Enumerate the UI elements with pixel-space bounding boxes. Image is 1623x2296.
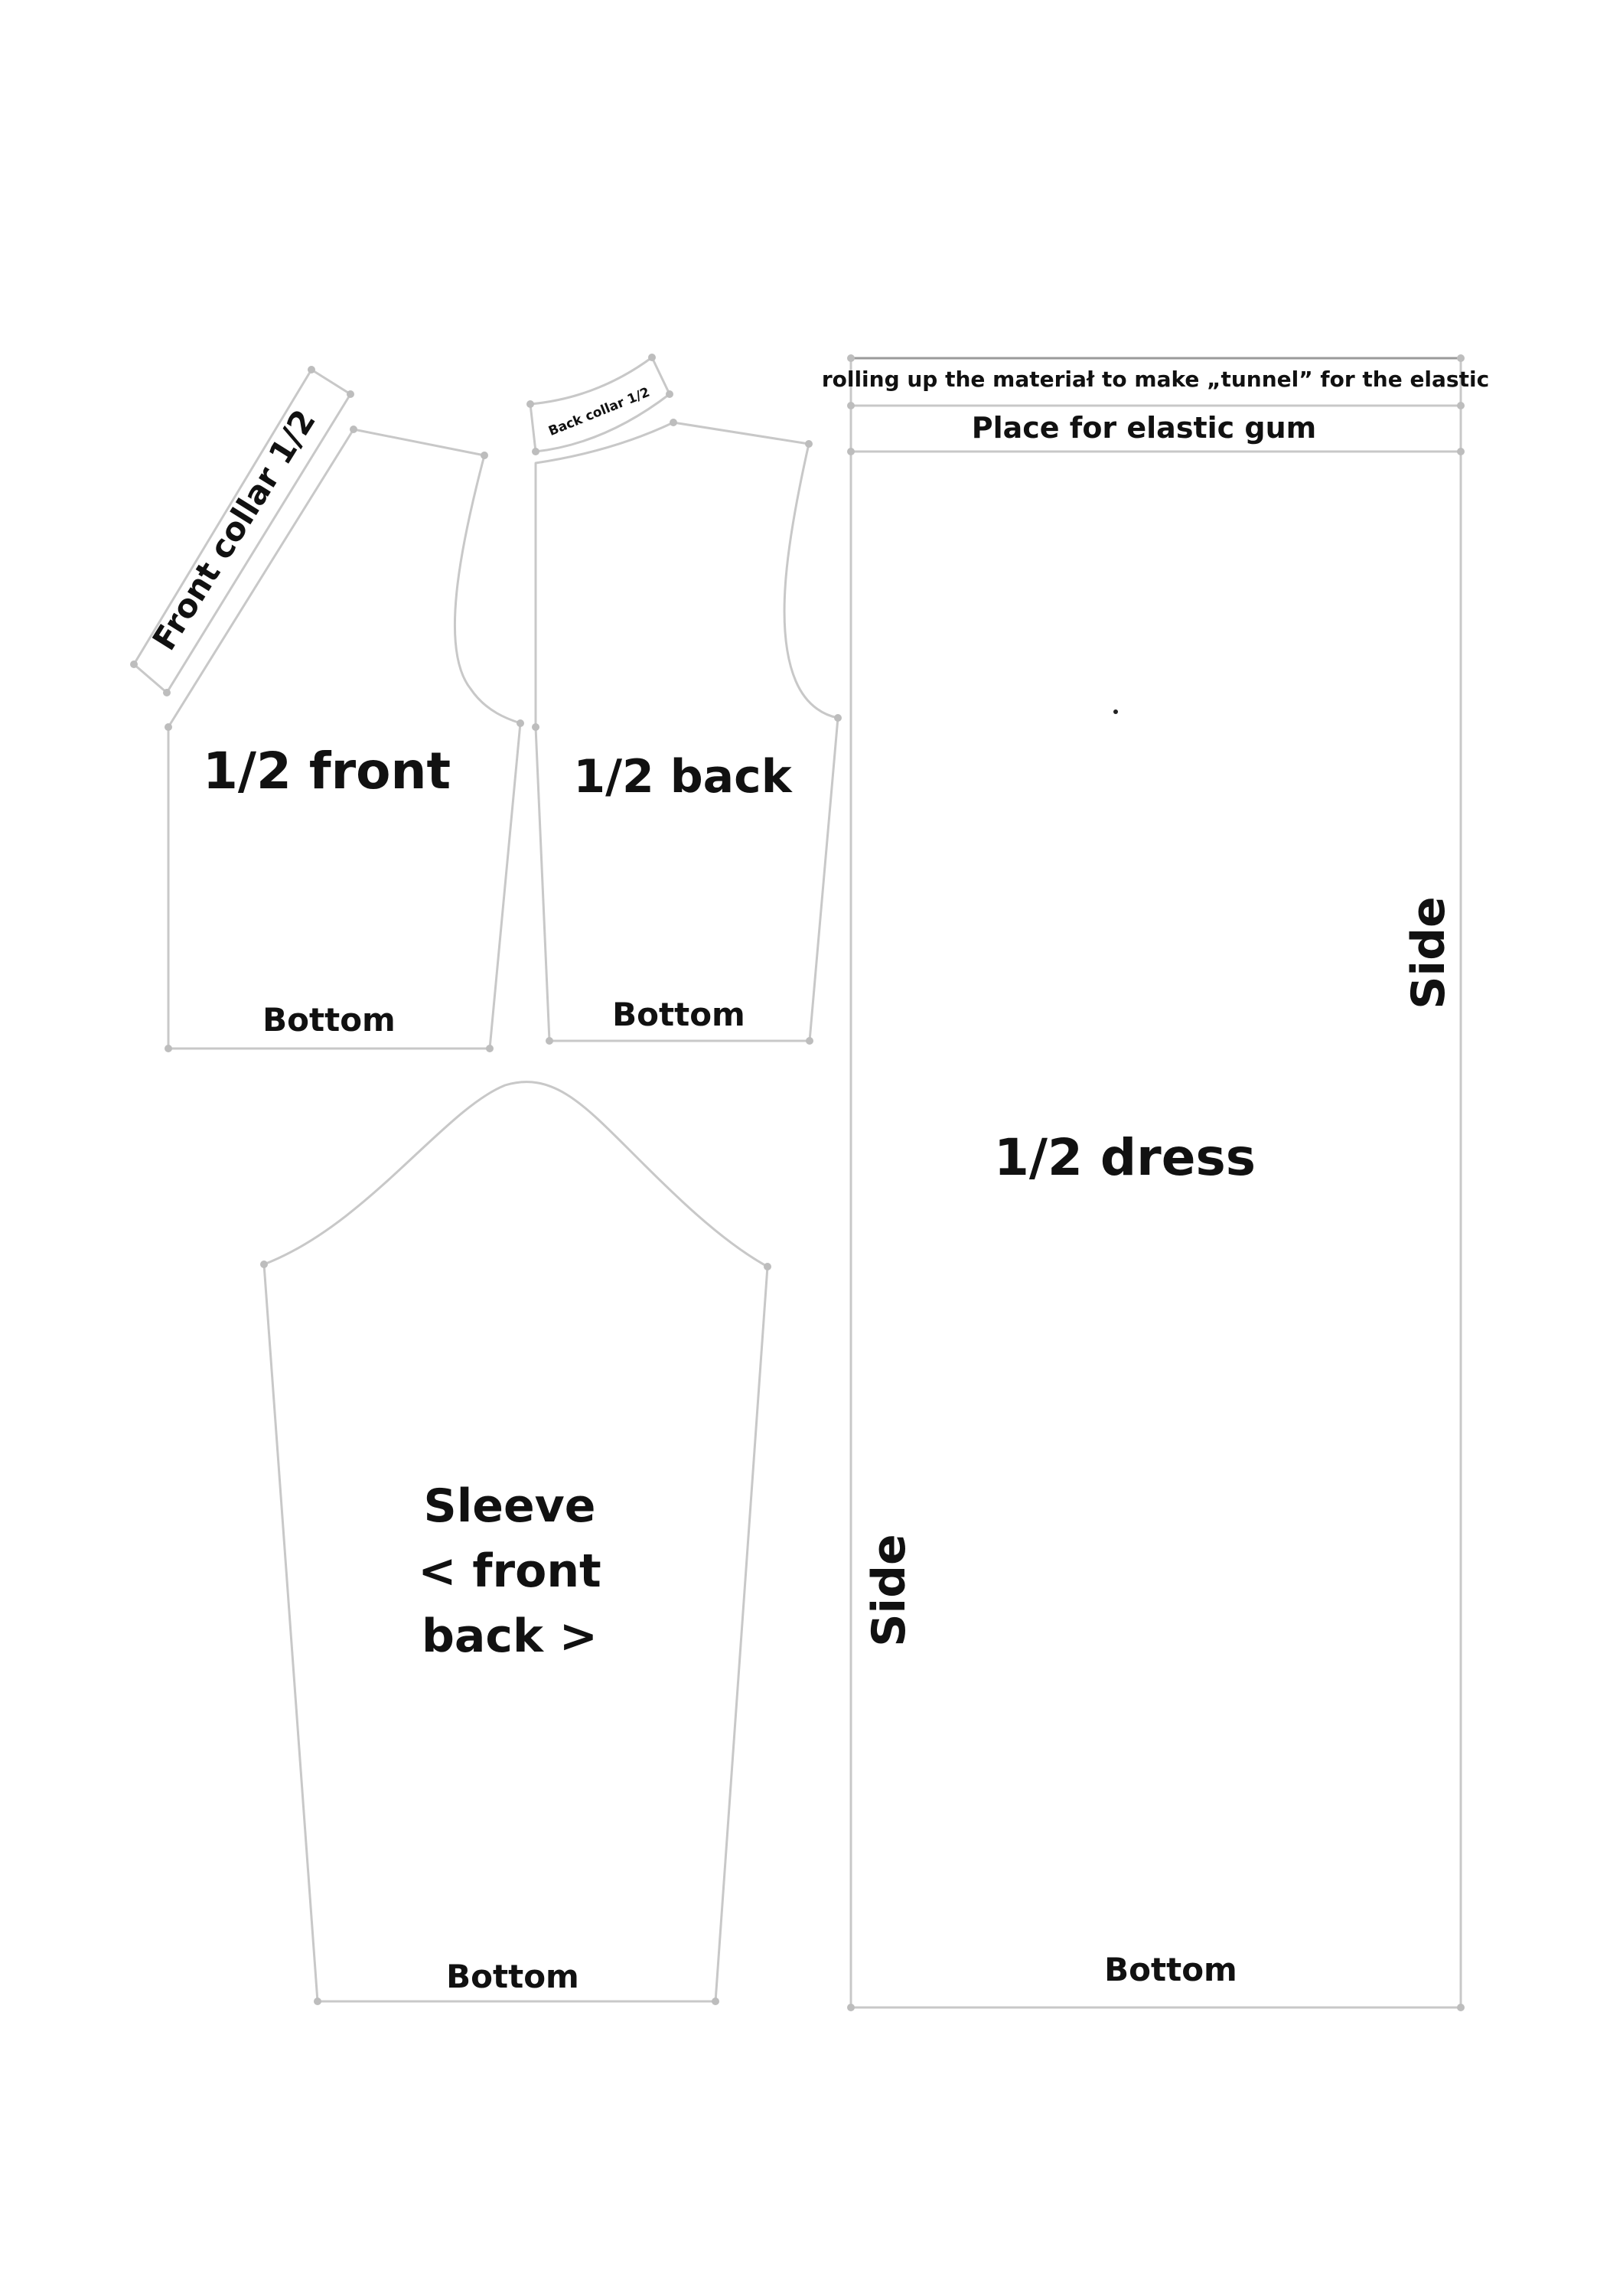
front-collar-piece [130,366,354,696]
back-collar-label: Back collar 1/2 [546,384,653,440]
sleeve-piece [260,1082,771,2005]
front-bodice-label: 1/2 front [202,742,451,801]
front-collar-label: Front collar 1/2 [145,403,323,657]
dress-piece [822,354,1489,2011]
back-collar-piece [526,354,673,455]
sleeve-label-line1: Sleeve [423,1479,596,1533]
side-right-label: Side [1402,896,1455,1009]
sleeve-label-line3: back > [421,1609,598,1663]
sleeve-label-line2: < front [418,1544,601,1598]
dress-bottom-label: Bottom [1104,1951,1237,1988]
elastic-label: Place for elastic gum [971,411,1317,445]
sleeve-bottom-label: Bottom [446,1958,579,1995]
dress-label: 1/2 dress [993,1128,1256,1187]
back-bodice-piece [532,419,842,1045]
back-bodice-label: 1/2 back [573,750,792,804]
back-bottom-label: Bottom [612,996,745,1033]
side-left-label: Side [862,1534,916,1647]
center-mark [1113,709,1118,714]
tunnel-label: rolling up the materiał to make „tunnel” for the elastic [821,367,1490,392]
front-bottom-label: Bottom [262,1001,396,1039]
